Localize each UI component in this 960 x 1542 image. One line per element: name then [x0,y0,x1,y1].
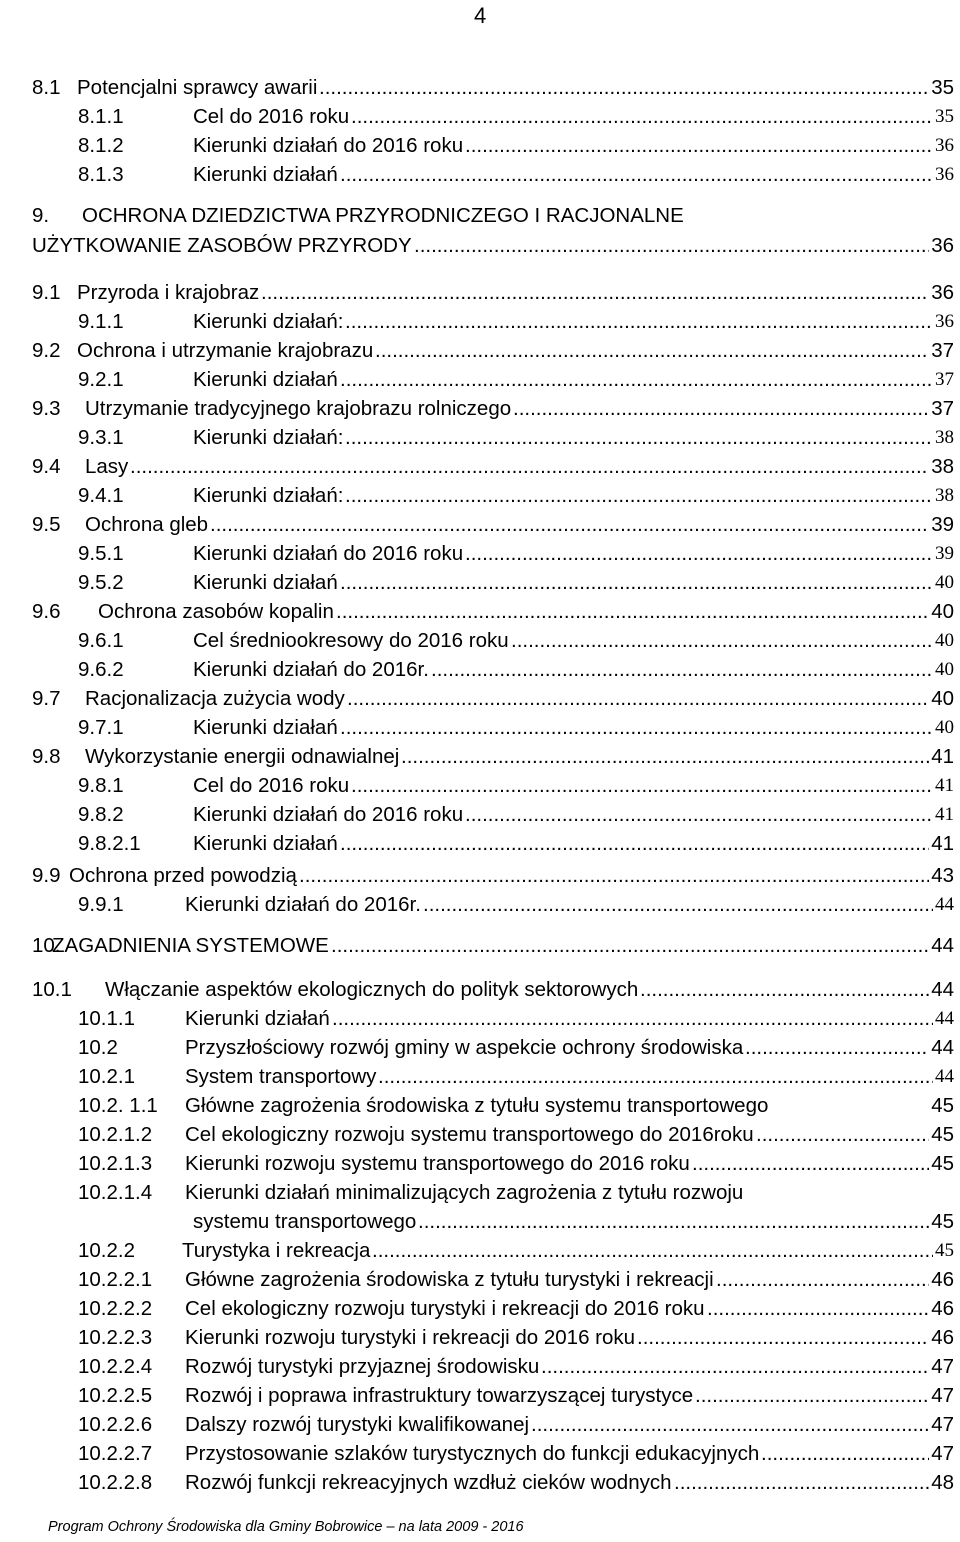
toc-entry-page: 37 [931,339,954,362]
toc-entry[interactable] [0,511,960,539]
toc-entry-page: 45 [931,1152,954,1175]
toc-entry[interactable] [0,395,960,423]
toc-entry-number: 8.1.2 [78,134,124,157]
toc-entry-page: 37 [935,369,954,390]
toc-leader-dots [299,862,929,890]
toc-entry-number: 10.2.2.8 [78,1471,153,1494]
toc-entry[interactable] [0,1295,960,1323]
toc-entry-page: 41 [935,804,954,825]
toc-entry-page: 47 [931,1442,954,1465]
toc-entry-number: 9.5.1 [78,542,124,565]
toc-entry-title: Kierunki działań: [193,484,344,507]
toc-entry-number: 10. [32,934,61,957]
toc-leader-dots [692,1150,929,1178]
toc-leader-dots [345,482,933,510]
toc-entry[interactable] [0,743,960,771]
toc-entry-page: 41 [931,832,954,855]
toc-entry-number: 9.3 [32,397,61,420]
toc-leader-dots [465,132,933,160]
toc-entry[interactable] [0,337,960,365]
toc-entry-page: 47 [931,1355,954,1378]
toc-entry-number: 10.2.2.3 [78,1326,153,1349]
toc-entry[interactable] [0,1324,960,1352]
toc-leader-dots [414,232,929,260]
toc-entry-page: 44 [931,978,954,1001]
toc-entry-page: 46 [931,1326,954,1349]
toc-entry-number: 10.2.2.7 [78,1442,153,1465]
toc-leader-dots [340,714,933,742]
toc-entry-page: 44 [935,1066,954,1087]
toc-leader-dots [465,540,933,568]
toc-entry-page: 44 [931,1036,954,1059]
toc-entry[interactable] [0,161,960,189]
toc-leader-dots [378,1063,933,1091]
toc-entry-number: 9.7 [32,687,61,710]
toc-leader-dots [674,1469,929,1497]
toc-entry-number: 9.9 [32,864,61,887]
toc-entry-title: Kierunki działań: [193,426,344,449]
toc-leader-dots [745,1034,929,1062]
toc-leader-dots [640,976,929,1004]
toc-entry-title: Turystyka i rekreacja [182,1239,371,1262]
toc-leader-dots [431,656,933,684]
toc-leader-dots [331,932,929,960]
toc-entry-number: 9.8.1 [78,774,124,797]
toc-entry-number: 10.2. 1.1 [78,1094,158,1117]
toc-entry-title: Kierunki działań: [193,310,344,333]
toc-entry-number: 9.9.1 [78,893,124,916]
toc-entry-number: 10.2.1 [78,1065,135,1088]
toc-entry-title: Główne zagrożenia środowiska z tytułu systemu transportowego [185,1094,769,1117]
toc-entry[interactable] [0,1034,960,1062]
toc-entry-page: 36 [935,311,954,332]
toc-entry-page: 48 [931,1471,954,1494]
toc-entry[interactable] [0,308,960,336]
toc-entry-page: 36 [931,281,954,304]
toc-entry-page: 43 [931,864,954,887]
toc-entry-page: 36 [931,234,954,257]
toc-entry[interactable] [0,1382,960,1410]
toc-leader-dots [372,1237,933,1265]
toc-entry-title: systemu transportowego [193,1210,417,1233]
toc-entry-page: 45 [931,1123,954,1146]
toc-entry-title: Rozwój i poprawa infrastruktury towarzyszącej turystyce [185,1384,694,1407]
toc-entry[interactable] [0,424,960,452]
toc-entry[interactable] [0,714,960,742]
toc-entry-number: 9.5.2 [78,571,124,594]
toc-entry-title: Kierunki działań [193,368,338,391]
toc-entry-title: Lasy [85,455,129,478]
toc-leader-dots [465,801,933,829]
toc-entry-number: 9.3.1 [78,426,124,449]
toc-entry-title: Kierunki rozwoju systemu transportowego do 2016 roku [185,1152,690,1175]
toc-entry-page: 35 [931,76,954,99]
toc-entry-page: 45 [931,1094,954,1117]
page-number: 4 [474,3,487,28]
toc-entry-page: 47 [931,1384,954,1407]
toc-leader-dots [541,1353,929,1381]
toc-leader-dots [210,511,929,539]
toc-leader-dots [345,424,933,452]
toc-entry-number: 10.2.2.1 [78,1268,153,1291]
page-footer: Program Ochrony Środowiska dla Gminy Bobrowice – na lata 2009 - 2016 [48,1519,524,1535]
toc-entry-title: Przyszłościowy rozwój gminy w aspekcie ochrony środowiska [185,1036,744,1059]
toc-entry-number: 9.2.1 [78,368,124,391]
toc-entry-page: 40 [935,572,954,593]
toc-leader-dots [261,279,929,307]
toc-entry[interactable] [0,202,960,230]
toc-entry[interactable] [0,232,960,260]
toc-leader-dots [130,453,929,481]
toc-entry-title: Dalszy rozwój turystyki kwalifikowanej [185,1413,530,1436]
toc-leader-dots [340,569,933,597]
toc-entry-page: 41 [935,775,954,796]
toc-entry[interactable] [0,1208,960,1236]
toc-leader-dots [319,74,929,102]
toc-entry-title: Ochrona przed powodzią [69,864,297,887]
toc-entry-number: 10.2.2 [78,1239,135,1262]
toc-entry-number: 10.1.1 [78,1007,135,1030]
toc-entry-number: 9.4.1 [78,484,124,507]
toc-entry-number: 9.8.2.1 [78,832,141,855]
toc-entry-page: 39 [935,543,954,564]
toc-entry[interactable] [0,1150,960,1178]
toc-entry-page: 39 [931,513,954,536]
toc-entry-number: 9.8 [32,745,61,768]
toc-entry-number: 8.1.1 [78,105,124,128]
toc-entry-title: Cel ekologiczny rozwoju turystyki i rekreacji do 2016 roku [185,1297,705,1320]
toc-entry[interactable] [0,279,960,307]
toc-leader-dots [340,161,933,189]
toc-entry-page: 37 [931,397,954,420]
toc-entry-title: Kierunki działań [193,716,338,739]
toc-entry[interactable] [0,627,960,655]
toc-entry-number: 9.8.2 [78,803,124,826]
toc-entry[interactable] [0,891,960,919]
toc-entry[interactable] [0,482,960,510]
toc-entry-page: 46 [931,1268,954,1291]
toc-leader-dots [761,1440,929,1468]
toc-entry-number: 9.7.1 [78,716,124,739]
toc-leader-dots [347,685,929,713]
toc-entry-title: Rozwój funkcji rekreacyjnych wzdłuż cieków wodnych [185,1471,672,1494]
toc-leader-dots [716,1266,929,1294]
toc-entry-number: 9.6.1 [78,629,124,652]
toc-entry[interactable] [0,1266,960,1294]
toc-entry[interactable] [0,932,960,960]
toc-entry-title: Kierunki działań do 2016r. [185,893,421,916]
toc-leader-dots [756,1121,929,1149]
toc-entry-number: 8.1 [32,76,61,99]
toc-entry-page: 47 [931,1413,954,1436]
toc-entry-page: 38 [931,455,954,478]
toc-entry[interactable] [0,540,960,568]
toc-entry-title: Kierunki działań [193,832,338,855]
toc-leader-dots [375,337,929,365]
toc-entry-number: 9.6.2 [78,658,124,681]
toc-entry-title: Włączanie aspektów ekologicznych do polityk sektorowych [105,978,639,1001]
toc-entry[interactable] [0,772,960,800]
toc-entry[interactable] [0,598,960,626]
toc-entry-title: Cel ekologiczny rozwoju systemu transportowego do 2016roku [185,1123,754,1146]
toc-entry-number: 10.2.2.2 [78,1297,153,1320]
toc-entry-number: 9.2 [32,339,61,362]
toc-entry[interactable] [0,1179,960,1207]
toc-leader-dots [531,1411,929,1439]
toc-leader-dots [351,772,933,800]
toc-leader-dots [340,830,929,858]
toc-entry-page: 35 [935,106,954,127]
toc-entry-title: System transportowy [185,1065,377,1088]
toc-entry[interactable] [0,103,960,131]
toc-entry[interactable] [0,1092,960,1120]
toc-entry-title: Kierunki rozwoju turystyki i rekreacji do 2016 roku [185,1326,636,1349]
toc-entry-title: Ochrona i utrzymanie krajobrazu [77,339,374,362]
toc-entry[interactable] [0,1353,960,1381]
toc-entry-number: 9.5 [32,513,61,536]
toc-leader-dots [340,366,933,394]
toc-entry-title: Ochrona gleb [85,513,209,536]
toc-entry-number: 9.1.1 [78,310,124,333]
toc-entry-page: 40 [935,717,954,738]
toc-entry-number: 10.2.1.2 [78,1123,153,1146]
toc-leader-dots [695,1382,929,1410]
toc-entry-page: 41 [931,745,954,768]
toc-entry-number: 10.2.2.6 [78,1413,153,1436]
toc-entry[interactable] [0,862,960,890]
toc-leader-dots [332,1005,933,1033]
toc-entry-title: Cel średniookresowy do 2016 roku [193,629,509,652]
toc-leader-dots [423,891,933,919]
toc-entry-page: 44 [935,894,954,915]
toc-entry[interactable] [0,685,960,713]
toc-entry-title: Kierunki działań minimalizujących zagrożenia z tytułu rozwoju [185,1181,744,1204]
toc-entry-title: Cel do 2016 roku [193,105,350,128]
toc-entry-title: Kierunki działań do 2016r. [193,658,429,681]
toc-entry[interactable] [0,366,960,394]
toc-entry-title: UŻYTKOWANIE ZASOBÓW PRZYRODY [32,234,412,257]
toc-leader-dots [345,308,933,336]
toc-entry-number: 10.2.1.4 [78,1181,153,1204]
toc-entry-number: 9.1 [32,281,61,304]
toc-entry-page: 38 [935,427,954,448]
toc-entry-number: 9.6 [32,600,61,623]
toc-entry-page: 45 [935,1240,954,1261]
toc-entry-title: Główne zagrożenia środowiska z tytułu turystyki i rekreacji [185,1268,714,1291]
toc-entry[interactable] [0,453,960,481]
toc-entry-title: Kierunki działań do 2016 roku [193,134,464,157]
toc-entry-number: 9.4 [32,455,61,478]
toc-entry-title: OCHRONA DZIEDZICTWA PRZYRODNICZEGO I RACJONALNE [82,204,684,227]
toc-leader-dots [707,1295,929,1323]
toc-leader-dots [418,1208,929,1236]
toc-entry-title: Wykorzystanie energii odnawialnej [85,745,400,768]
toc-entry[interactable] [0,1411,960,1439]
toc-entry-number: 10.2.2.5 [78,1384,153,1407]
toc-entry-page: 44 [931,934,954,957]
toc-entry-title: Kierunki działań [193,571,338,594]
toc-leader-dots [351,103,933,131]
toc-entry-number: 10.2.1.3 [78,1152,153,1175]
toc-leader-dots [511,627,933,655]
toc-leader-dots [401,743,929,771]
toc-entry-number: 10.1 [32,978,72,1001]
toc-entry[interactable] [0,801,960,829]
toc-entry-number: 10.2 [78,1036,118,1059]
toc-entry-number: 8.1.3 [78,163,124,186]
toc-entry-title: Przyroda i krajobraz [77,281,260,304]
toc-entry-number: 9. [32,204,50,227]
toc-entry-title: ZAGADNIENIA SYSTEMOWE [52,934,329,957]
toc-entry-title: Racjonalizacja zużycia wody [85,687,345,710]
toc-leader-dots [513,395,929,423]
toc-entry-title: Rozwój turystyki przyjaznej środowisku [185,1355,540,1378]
toc-entry-page: 36 [935,135,954,156]
toc-leader-dots [336,598,929,626]
toc-entry-title: Utrzymanie tradycyjnego krajobrazu rolniczego [85,397,512,420]
toc-entry-page: 45 [931,1210,954,1233]
toc-entry[interactable] [0,132,960,160]
toc-entry-title: Cel do 2016 roku [193,774,350,797]
toc-entry-title: Potencjalni sprawcy awarii [77,76,318,99]
toc-entry-page: 40 [931,600,954,623]
toc-entry-page: 40 [935,630,954,651]
toc-entry[interactable] [0,569,960,597]
toc-entry[interactable] [0,830,960,858]
toc-entry[interactable] [0,1121,960,1149]
toc-entry-title: Kierunki działań do 2016 roku [193,542,464,565]
toc-entry-page: 40 [931,687,954,710]
toc-entry-title: Ochrona zasobów kopalin [98,600,334,623]
toc-entry-number: 10.2.2.4 [78,1355,153,1378]
toc-entry[interactable] [0,1063,960,1091]
toc-entry[interactable] [0,74,960,102]
toc-entry-title: Przystosowanie szlaków turystycznych do funkcji edukacyjnych [185,1442,760,1465]
toc-entry-title: Kierunki działań do 2016 roku [193,803,464,826]
toc-entry-page: 46 [931,1297,954,1320]
toc-entry-page: 44 [935,1008,954,1029]
toc-entry[interactable] [0,1005,960,1033]
toc-entry[interactable] [0,1440,960,1468]
toc-leader-dots [637,1324,929,1352]
toc-entry-page: 40 [935,659,954,680]
toc-entry-page: 38 [935,485,954,506]
toc-entry-page: 36 [935,164,954,185]
toc-entry[interactable] [0,1237,960,1265]
toc-entry[interactable] [0,656,960,684]
toc-entry-title: Kierunki działań [193,163,338,186]
toc-entry[interactable] [0,976,960,1004]
toc-entry[interactable] [0,1469,960,1497]
toc-entry-title: Kierunki działań [185,1007,330,1030]
